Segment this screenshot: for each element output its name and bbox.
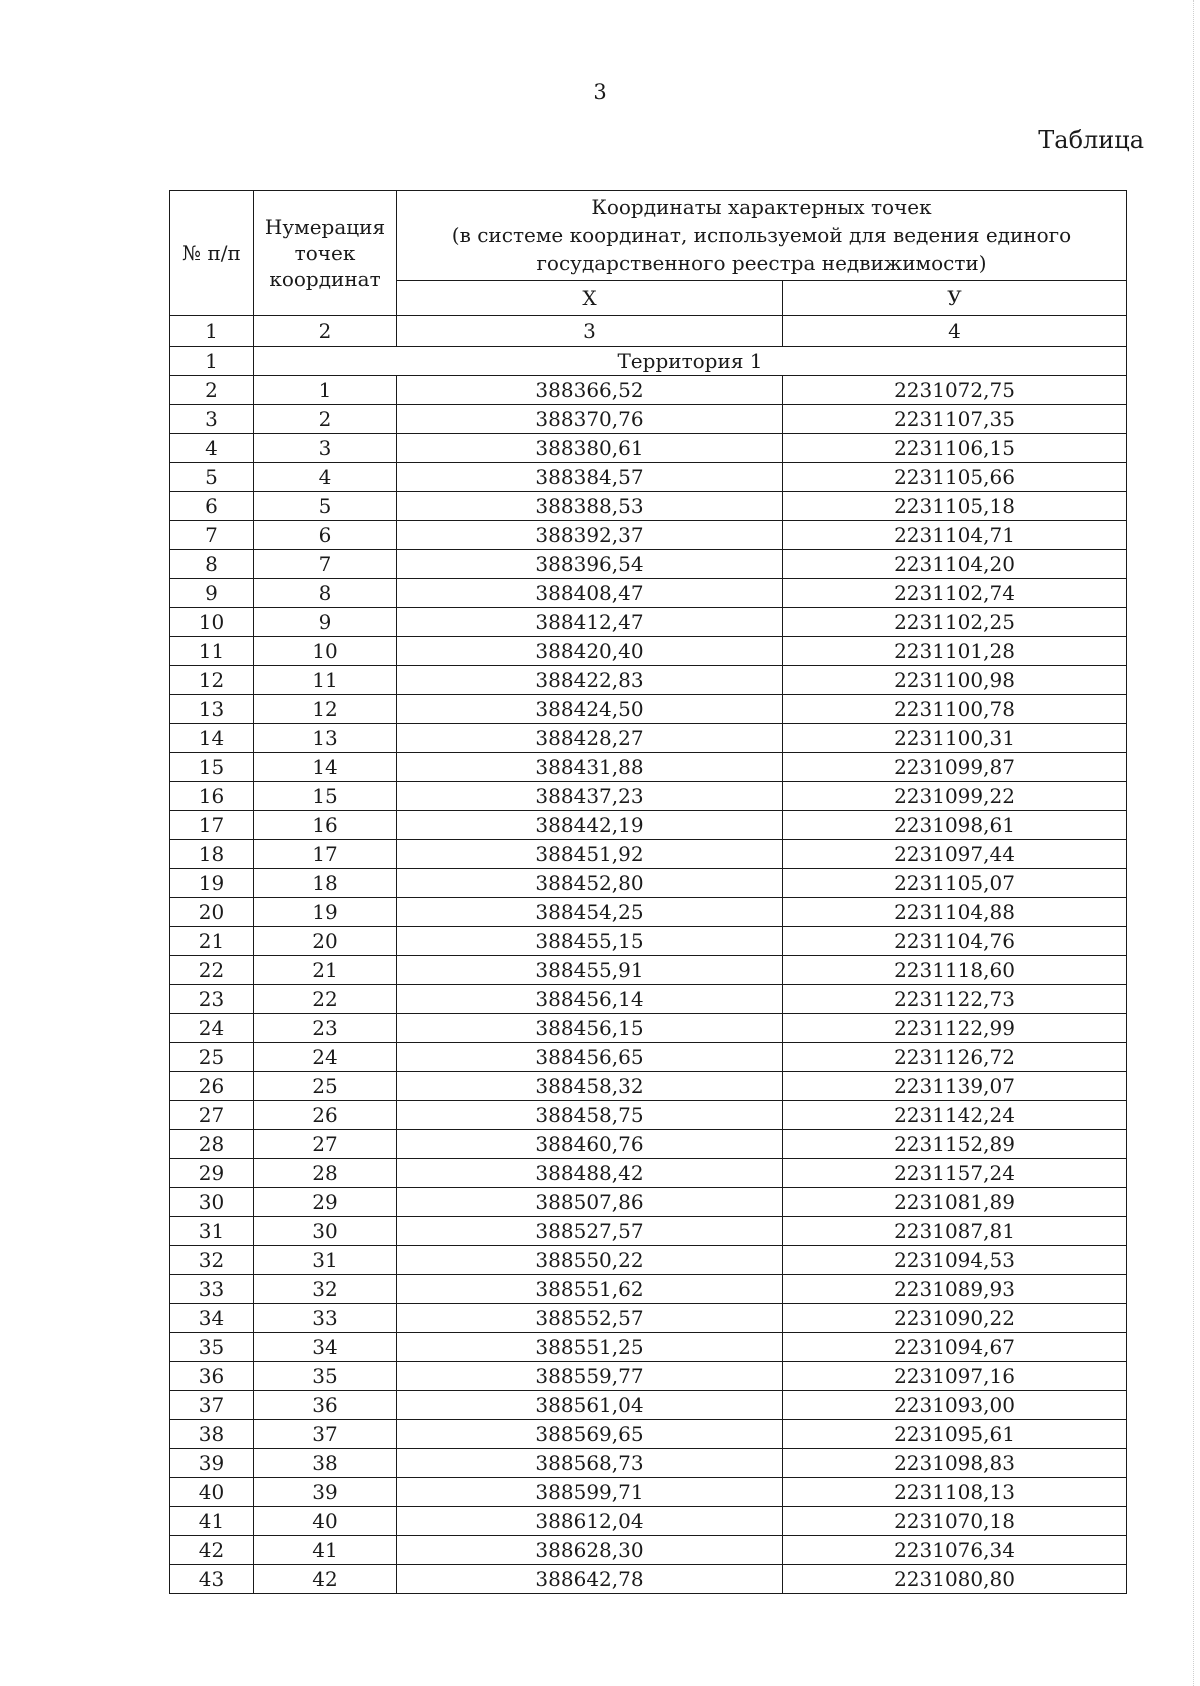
point-number-cell: 3 bbox=[254, 434, 397, 463]
y-coordinate-cell: 2231100,78 bbox=[783, 695, 1127, 724]
table-row bbox=[170, 1188, 1127, 1217]
x-coordinate-cell: 388392,37 bbox=[397, 521, 783, 550]
point-number-cell: 17 bbox=[254, 840, 397, 869]
table-row bbox=[170, 1420, 1127, 1449]
header-point-numbering: Нумерация точек координат bbox=[254, 191, 397, 316]
point-number-cell: 21 bbox=[254, 956, 397, 985]
y-coordinate-cell: 2231090,22 bbox=[783, 1304, 1127, 1333]
point-number-cell: 34 bbox=[254, 1333, 397, 1362]
y-coordinate-cell: 2231104,20 bbox=[783, 550, 1127, 579]
column-number-2: 2 bbox=[254, 316, 397, 347]
y-coordinate-cell: 2231108,13 bbox=[783, 1478, 1127, 1507]
row-number-cell: 9 bbox=[170, 579, 254, 608]
header-x: X bbox=[397, 280, 783, 315]
point-number-cell: 28 bbox=[254, 1159, 397, 1188]
x-coordinate-cell: 388569,65 bbox=[397, 1420, 783, 1449]
point-number-cell: 4 bbox=[254, 463, 397, 492]
point-number-cell: 16 bbox=[254, 811, 397, 840]
x-coordinate-cell: 388442,19 bbox=[397, 811, 783, 840]
table-row bbox=[170, 869, 1127, 898]
territory-label: Территория 1 bbox=[254, 347, 1127, 376]
row-number-cell: 32 bbox=[170, 1246, 254, 1275]
header-coordinates-title-line1: Координаты характерных точек bbox=[591, 195, 932, 220]
x-coordinate-cell: 388412,47 bbox=[397, 608, 783, 637]
point-number-cell: 26 bbox=[254, 1101, 397, 1130]
table-row bbox=[170, 1565, 1127, 1594]
x-coordinate-cell: 388420,40 bbox=[397, 637, 783, 666]
point-number-cell: 13 bbox=[254, 724, 397, 753]
table-row bbox=[170, 1304, 1127, 1333]
x-coordinate-cell: 388454,25 bbox=[397, 898, 783, 927]
x-coordinate-cell: 388428,27 bbox=[397, 724, 783, 753]
point-number-cell: 32 bbox=[254, 1275, 397, 1304]
table-row bbox=[170, 521, 1127, 550]
table-row bbox=[170, 927, 1127, 956]
point-number-cell: 39 bbox=[254, 1478, 397, 1507]
x-coordinate-cell: 388550,22 bbox=[397, 1246, 783, 1275]
y-coordinate-cell: 2231106,15 bbox=[783, 434, 1127, 463]
table-row bbox=[170, 811, 1127, 840]
y-coordinate-cell: 2231105,18 bbox=[783, 492, 1127, 521]
x-coordinate-cell: 388507,86 bbox=[397, 1188, 783, 1217]
x-coordinate-cell: 388422,83 bbox=[397, 666, 783, 695]
table-row bbox=[170, 550, 1127, 579]
point-number-cell: 36 bbox=[254, 1391, 397, 1420]
y-coordinate-cell: 2231157,24 bbox=[783, 1159, 1127, 1188]
scan-edge-divider bbox=[1192, 0, 1194, 1686]
point-number-cell: 27 bbox=[254, 1130, 397, 1159]
column-number-3: 3 bbox=[397, 316, 783, 347]
x-coordinate-cell: 388408,47 bbox=[397, 579, 783, 608]
table-row bbox=[170, 1217, 1127, 1246]
table-row bbox=[170, 782, 1127, 811]
x-coordinate-cell: 388559,77 bbox=[397, 1362, 783, 1391]
header-coordinates-title bbox=[397, 191, 1127, 281]
x-coordinate-cell: 388551,25 bbox=[397, 1333, 783, 1362]
row-number-cell: 22 bbox=[170, 956, 254, 985]
row-number-cell: 14 bbox=[170, 724, 254, 753]
table-row bbox=[170, 492, 1127, 521]
row-number-cell: 35 bbox=[170, 1333, 254, 1362]
territory-row-number: 1 bbox=[170, 347, 254, 376]
x-coordinate-cell: 388456,14 bbox=[397, 985, 783, 1014]
x-coordinate-cell: 388455,91 bbox=[397, 956, 783, 985]
row-number-cell: 29 bbox=[170, 1159, 254, 1188]
y-coordinate-cell: 2231122,73 bbox=[783, 985, 1127, 1014]
x-coordinate-cell: 388366,52 bbox=[397, 376, 783, 405]
row-number-cell: 42 bbox=[170, 1536, 254, 1565]
y-coordinate-cell: 2231095,61 bbox=[783, 1420, 1127, 1449]
point-number-cell: 20 bbox=[254, 927, 397, 956]
point-number-cell: 11 bbox=[254, 666, 397, 695]
table-row bbox=[170, 434, 1127, 463]
row-number-cell: 43 bbox=[170, 1565, 254, 1594]
table-body bbox=[170, 347, 1127, 1594]
x-coordinate-cell: 388551,62 bbox=[397, 1275, 783, 1304]
table-row bbox=[170, 463, 1127, 492]
row-number-cell: 40 bbox=[170, 1478, 254, 1507]
point-number-cell: 40 bbox=[254, 1507, 397, 1536]
y-coordinate-cell: 2231094,67 bbox=[783, 1333, 1127, 1362]
coordinates-table bbox=[169, 190, 1127, 1594]
x-coordinate-cell: 388561,04 bbox=[397, 1391, 783, 1420]
table-row bbox=[170, 1478, 1127, 1507]
row-number-cell: 39 bbox=[170, 1449, 254, 1478]
y-coordinate-cell: 2231100,98 bbox=[783, 666, 1127, 695]
x-coordinate-cell: 388456,15 bbox=[397, 1014, 783, 1043]
table-row bbox=[170, 666, 1127, 695]
x-coordinate-cell: 388455,15 bbox=[397, 927, 783, 956]
table-row bbox=[170, 695, 1127, 724]
y-coordinate-cell: 2231104,71 bbox=[783, 521, 1127, 550]
y-coordinate-cell: 2231105,07 bbox=[783, 869, 1127, 898]
point-number-cell: 22 bbox=[254, 985, 397, 1014]
y-coordinate-cell: 2231104,88 bbox=[783, 898, 1127, 927]
y-coordinate-cell: 2231118,60 bbox=[783, 956, 1127, 985]
table-row bbox=[170, 1014, 1127, 1043]
x-coordinate-cell: 388370,76 bbox=[397, 405, 783, 434]
table-row bbox=[170, 1333, 1127, 1362]
point-number-cell: 10 bbox=[254, 637, 397, 666]
y-coordinate-cell: 2231152,89 bbox=[783, 1130, 1127, 1159]
point-number-cell: 24 bbox=[254, 1043, 397, 1072]
y-coordinate-cell: 2231102,74 bbox=[783, 579, 1127, 608]
x-coordinate-cell: 388452,80 bbox=[397, 869, 783, 898]
row-number-cell: 33 bbox=[170, 1275, 254, 1304]
x-coordinate-cell: 388612,04 bbox=[397, 1507, 783, 1536]
y-coordinate-cell: 2231100,31 bbox=[783, 724, 1127, 753]
point-number-cell: 12 bbox=[254, 695, 397, 724]
x-coordinate-cell: 388388,53 bbox=[397, 492, 783, 521]
y-coordinate-cell: 2231081,89 bbox=[783, 1188, 1127, 1217]
page-number: 3 bbox=[593, 80, 607, 104]
table-row bbox=[170, 376, 1127, 405]
point-number-cell: 23 bbox=[254, 1014, 397, 1043]
row-number-cell: 16 bbox=[170, 782, 254, 811]
point-number-cell: 5 bbox=[254, 492, 397, 521]
row-number-cell: 12 bbox=[170, 666, 254, 695]
row-number-cell: 24 bbox=[170, 1014, 254, 1043]
y-coordinate-cell: 2231076,34 bbox=[783, 1536, 1127, 1565]
y-coordinate-cell: 2231097,16 bbox=[783, 1362, 1127, 1391]
row-number-cell: 26 bbox=[170, 1072, 254, 1101]
table-caption: Таблица bbox=[1038, 126, 1144, 154]
y-coordinate-cell: 2231098,83 bbox=[783, 1449, 1127, 1478]
point-number-cell: 7 bbox=[254, 550, 397, 579]
table-row bbox=[170, 1246, 1127, 1275]
row-number-cell: 6 bbox=[170, 492, 254, 521]
table-row bbox=[170, 724, 1127, 753]
y-coordinate-cell: 2231104,76 bbox=[783, 927, 1127, 956]
table-row bbox=[170, 1362, 1127, 1391]
x-coordinate-cell: 388628,30 bbox=[397, 1536, 783, 1565]
table-row bbox=[170, 1275, 1127, 1304]
y-coordinate-cell: 2231094,53 bbox=[783, 1246, 1127, 1275]
x-coordinate-cell: 388437,23 bbox=[397, 782, 783, 811]
table-row bbox=[170, 405, 1127, 434]
row-number-cell: 28 bbox=[170, 1130, 254, 1159]
point-number-cell: 38 bbox=[254, 1449, 397, 1478]
x-coordinate-cell: 388599,71 bbox=[397, 1478, 783, 1507]
point-number-cell: 9 bbox=[254, 608, 397, 637]
y-coordinate-cell: 2231105,66 bbox=[783, 463, 1127, 492]
y-coordinate-cell: 2231089,93 bbox=[783, 1275, 1127, 1304]
y-coordinate-cell: 2231097,44 bbox=[783, 840, 1127, 869]
row-number-cell: 7 bbox=[170, 521, 254, 550]
column-number-4: 4 bbox=[783, 316, 1127, 347]
row-number-cell: 5 bbox=[170, 463, 254, 492]
table-row bbox=[170, 1130, 1127, 1159]
y-coordinate-cell: 2231142,24 bbox=[783, 1101, 1127, 1130]
row-number-cell: 2 bbox=[170, 376, 254, 405]
row-number-cell: 31 bbox=[170, 1217, 254, 1246]
header-y: У bbox=[783, 280, 1127, 315]
y-coordinate-cell: 2231080,80 bbox=[783, 1565, 1127, 1594]
table-row bbox=[170, 753, 1127, 782]
table-row bbox=[170, 985, 1127, 1014]
table-row bbox=[170, 1449, 1127, 1478]
x-coordinate-cell: 388431,88 bbox=[397, 753, 783, 782]
y-coordinate-cell: 2231102,25 bbox=[783, 608, 1127, 637]
row-number-cell: 10 bbox=[170, 608, 254, 637]
y-coordinate-cell: 2231099,22 bbox=[783, 782, 1127, 811]
row-number-cell: 27 bbox=[170, 1101, 254, 1130]
row-number-cell: 17 bbox=[170, 811, 254, 840]
table-row bbox=[170, 1159, 1127, 1188]
x-coordinate-cell: 388458,32 bbox=[397, 1072, 783, 1101]
row-number-cell: 23 bbox=[170, 985, 254, 1014]
x-coordinate-cell: 388451,92 bbox=[397, 840, 783, 869]
x-coordinate-cell: 388456,65 bbox=[397, 1043, 783, 1072]
table-row bbox=[170, 1391, 1127, 1420]
point-number-cell: 31 bbox=[254, 1246, 397, 1275]
point-number-cell: 33 bbox=[254, 1304, 397, 1333]
row-number-cell: 8 bbox=[170, 550, 254, 579]
y-coordinate-cell: 2231126,72 bbox=[783, 1043, 1127, 1072]
table-row bbox=[170, 1507, 1127, 1536]
row-number-cell: 37 bbox=[170, 1391, 254, 1420]
row-number-cell: 3 bbox=[170, 405, 254, 434]
y-coordinate-cell: 2231099,87 bbox=[783, 753, 1127, 782]
x-coordinate-cell: 388552,57 bbox=[397, 1304, 783, 1333]
table-row bbox=[170, 956, 1127, 985]
y-coordinate-cell: 2231122,99 bbox=[783, 1014, 1127, 1043]
row-number-cell: 4 bbox=[170, 434, 254, 463]
row-number-cell: 11 bbox=[170, 637, 254, 666]
row-number-cell: 41 bbox=[170, 1507, 254, 1536]
header-row-number: № п/п bbox=[170, 191, 254, 316]
point-number-cell: 6 bbox=[254, 521, 397, 550]
y-coordinate-cell: 2231098,61 bbox=[783, 811, 1127, 840]
row-number-cell: 36 bbox=[170, 1362, 254, 1391]
point-number-cell: 41 bbox=[254, 1536, 397, 1565]
point-number-cell: 1 bbox=[254, 376, 397, 405]
point-number-cell: 29 bbox=[254, 1188, 397, 1217]
row-number-cell: 25 bbox=[170, 1043, 254, 1072]
point-number-cell: 8 bbox=[254, 579, 397, 608]
row-number-cell: 19 bbox=[170, 869, 254, 898]
point-number-cell: 15 bbox=[254, 782, 397, 811]
table-row bbox=[170, 898, 1127, 927]
point-number-cell: 18 bbox=[254, 869, 397, 898]
point-number-cell: 2 bbox=[254, 405, 397, 434]
y-coordinate-cell: 2231093,00 bbox=[783, 1391, 1127, 1420]
x-coordinate-cell: 388424,50 bbox=[397, 695, 783, 724]
table-row bbox=[170, 1072, 1127, 1101]
point-number-cell: 30 bbox=[254, 1217, 397, 1246]
table-row bbox=[170, 608, 1127, 637]
row-number-cell: 18 bbox=[170, 840, 254, 869]
row-number-cell: 38 bbox=[170, 1420, 254, 1449]
table-row bbox=[170, 637, 1127, 666]
point-number-cell: 42 bbox=[254, 1565, 397, 1594]
row-number-cell: 21 bbox=[170, 927, 254, 956]
table-row bbox=[170, 1101, 1127, 1130]
row-number-cell: 34 bbox=[170, 1304, 254, 1333]
x-coordinate-cell: 388527,57 bbox=[397, 1217, 783, 1246]
x-coordinate-cell: 388458,75 bbox=[397, 1101, 783, 1130]
y-coordinate-cell: 2231072,75 bbox=[783, 376, 1127, 405]
point-number-cell: 37 bbox=[254, 1420, 397, 1449]
territory-row bbox=[170, 347, 1127, 376]
point-number-cell: 14 bbox=[254, 753, 397, 782]
point-number-cell: 19 bbox=[254, 898, 397, 927]
x-coordinate-cell: 388568,73 bbox=[397, 1449, 783, 1478]
row-number-cell: 13 bbox=[170, 695, 254, 724]
x-coordinate-cell: 388384,57 bbox=[397, 463, 783, 492]
table-row bbox=[170, 840, 1127, 869]
y-coordinate-cell: 2231107,35 bbox=[783, 405, 1127, 434]
point-number-cell: 35 bbox=[254, 1362, 397, 1391]
y-coordinate-cell: 2231101,28 bbox=[783, 637, 1127, 666]
row-number-cell: 30 bbox=[170, 1188, 254, 1217]
y-coordinate-cell: 2231139,07 bbox=[783, 1072, 1127, 1101]
y-coordinate-cell: 2231070,18 bbox=[783, 1507, 1127, 1536]
column-number-1: 1 bbox=[170, 316, 254, 347]
y-coordinate-cell: 2231087,81 bbox=[783, 1217, 1127, 1246]
x-coordinate-cell: 388396,54 bbox=[397, 550, 783, 579]
x-coordinate-cell: 388380,61 bbox=[397, 434, 783, 463]
point-number-cell: 25 bbox=[254, 1072, 397, 1101]
x-coordinate-cell: 388460,76 bbox=[397, 1130, 783, 1159]
table-row bbox=[170, 1536, 1127, 1565]
row-number-cell: 20 bbox=[170, 898, 254, 927]
table-row bbox=[170, 1043, 1127, 1072]
header-coordinates-title-line2: (в системе координат, используемой для ведения единого государственного реестра недвижимости) bbox=[451, 223, 1072, 276]
x-coordinate-cell: 388642,78 bbox=[397, 1565, 783, 1594]
x-coordinate-cell: 388488,42 bbox=[397, 1159, 783, 1188]
row-number-cell: 15 bbox=[170, 753, 254, 782]
table-row bbox=[170, 579, 1127, 608]
